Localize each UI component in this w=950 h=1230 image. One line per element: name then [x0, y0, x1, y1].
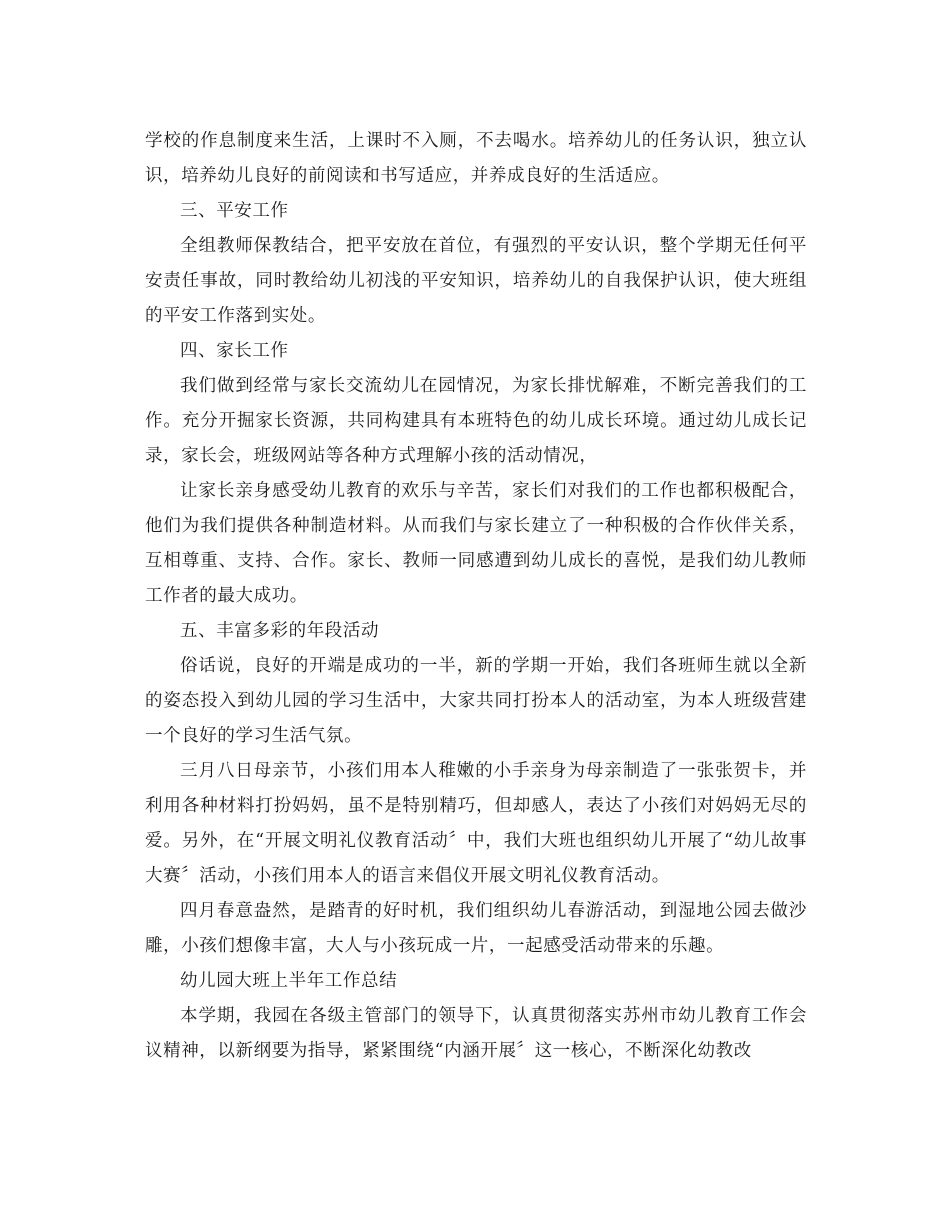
section-heading-parents: 四、家长工作 — [180, 341, 289, 361]
paragraph-school-routine: 学校的作息制度来生活，上课时不入厕，不去喝水。培养幼儿的任务认识，独立认识，培养幼儿良好的前阅读和书写适应，并养成良好的生活适应。 — [145, 131, 807, 186]
paragraph-spring-outing: 四月春意盎然，是踏青的好时机，我们组织幼儿春游活动，到湿地公园去做沙雕，小孩们想像丰富，大人与小孩玩成一片，一起感受活动带来的乐趣。 — [145, 901, 807, 956]
document-body — [145, 124, 807, 1069]
paragraph-parents-partnership: 让家长亲身感受幼儿教育的欢乐与辛苦，家长们对我们的工作也都积极配合，他们为我们提供各种制造材料。从而我们与家长建立了一种积极的合作伙伴关系，互相尊重、支持、合作。家长、教师一同感遭到幼儿成长的喜悦，是我们幼儿教师工作者的最大成功。 — [145, 481, 807, 606]
paragraph-parents-communication: 我们做到经常与家长交流幼儿在园情况，为家长排忧解难，不断完善我们的工作。充分开掘家长资源，共同构建具有本班特色的幼儿成长环境。通过幼儿成长记录，家长会，班级网站等各种方式理解小孩的活动情况， — [145, 376, 807, 466]
paragraph-new-semester: 俗话说，良好的开端是成功的一半，新的学期一开始，我们各班师生就以全新的姿态投入到幼儿园的学习生活中，大家共同打扮本人的活动室，为本人班级营建一个良好的学习生活气氛。 — [145, 656, 807, 746]
paragraph-mothers-day: 三月八日母亲节，小孩们用本人稚嫩的小手亲身为母亲制造了一张张贺卡，并利用各种材料打扮妈妈，虽不是特别精巧，但却感人，表达了小孩们对妈妈无尽的爱。另外，在“开展文明礼仪教育活动〞中，我们大班也组织幼儿开展了“幼儿故事大赛〞活动，小孩们用本人的语言来倡仪开展文明礼仪教育活动。 — [145, 761, 807, 886]
section-heading-safety: 三、平安工作 — [180, 201, 289, 221]
paragraph-safety: 全组教师保教结合，把平安放在首位，有强烈的平安认识，整个学期无任何平安责任事故，同时教给幼儿初浅的平安知识，培养幼儿的自我保护认识，使大班组的平安工作落到实处。 — [145, 236, 807, 326]
section-heading-summary: 幼儿园大班上半年工作总结 — [180, 971, 398, 991]
paragraph-semester-summary: 本学期，我园在各级主管部门的领导下，认真贯彻落实苏州市幼儿教育工作会议精神，以新纲要为指导，紧紧围绕“内涵开展〞这一核心，不断深化幼教改 — [145, 1006, 807, 1061]
section-heading-activities: 五、丰富多彩的年段活动 — [180, 621, 380, 641]
